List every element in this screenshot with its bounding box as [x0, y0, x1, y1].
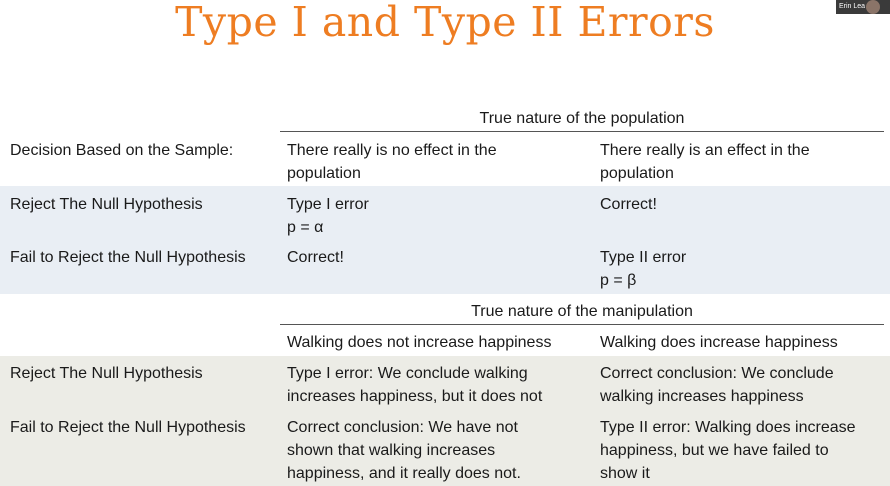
- cell-type-i-error: Type I error: We conclude walking increases happiness, but it does not: [287, 365, 543, 405]
- row-label-reject: Reject The Null Hypothesis: [10, 365, 203, 382]
- cell-type-ii-error: Type II error p = β: [600, 249, 687, 289]
- cell-correct-conclusion: Correct conclusion: We conclude walking increases happiness: [600, 365, 834, 405]
- cell-type-i-error: Type I error p = α: [287, 196, 369, 236]
- cell-correct: Correct!: [600, 196, 657, 213]
- group-header-manipulation: True nature of the manipulation: [471, 303, 693, 320]
- cell-correct-conclusion: Correct conclusion: We have not shown that walking increases happiness, and it really does not.: [287, 419, 521, 482]
- column-header-no-effect: There really is no effect in the population: [287, 142, 497, 182]
- slide-title: Type I and Type II Errors: [175, 0, 715, 46]
- header-divider: [280, 131, 884, 132]
- header-divider: [280, 324, 884, 325]
- participant-name: Erin Lea: [839, 3, 866, 10]
- cell-correct: Correct!: [287, 249, 344, 266]
- row-label-fail-to-reject: Fail to Reject the Null Hypothesis: [10, 419, 246, 436]
- column-header-no-increase: Walking does not increase happiness: [287, 334, 552, 351]
- row-label-fail-to-reject: Fail to Reject the Null Hypothesis: [10, 249, 246, 266]
- column-header-effect: There really is an effect in the population: [600, 142, 810, 182]
- cell-type-ii-error: Type II error: Walking does increase happiness, but we have failed to show it: [600, 419, 856, 482]
- participant-video-thumbnail[interactable]: [836, 0, 890, 14]
- participant-avatar: [866, 0, 880, 14]
- row-header-label: Decision Based on the Sample:: [10, 142, 234, 159]
- group-header-population: True nature of the population: [479, 110, 685, 127]
- row-label-reject: Reject The Null Hypothesis: [10, 196, 203, 213]
- column-header-increase: Walking does increase happiness: [600, 334, 838, 351]
